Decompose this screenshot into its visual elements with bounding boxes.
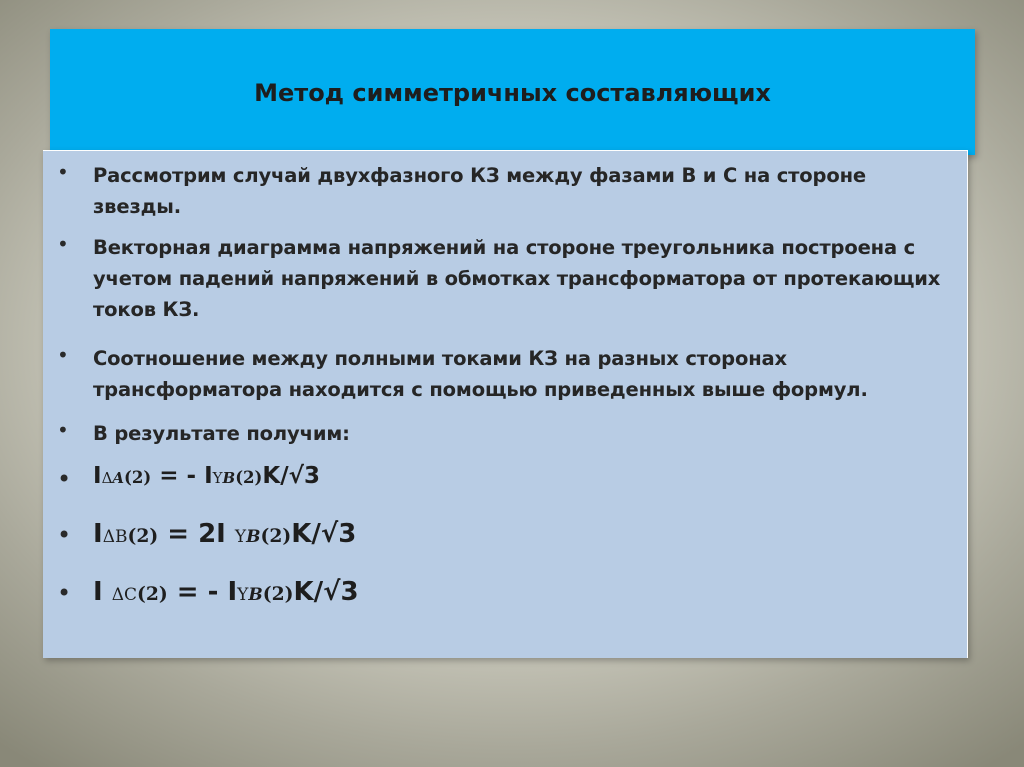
formula-3-lhs-sup: (2): [137, 583, 168, 605]
bullet-icon: •: [57, 521, 72, 549]
bullet-icon: •: [57, 418, 69, 442]
bullet-item-2: [43, 232, 968, 325]
formula-2-operator: = 2I: [158, 519, 235, 549]
formula-3-lhs-delta: Δ: [111, 585, 125, 605]
formula-3: [93, 577, 956, 607]
formula-2-rhs-y: Y: [234, 527, 247, 547]
formula-1-lhs-phase: A: [112, 469, 125, 487]
formula-2-rhs-phase: B: [246, 527, 261, 547]
bullet-icon: •: [57, 343, 69, 367]
formula-2-tail: K/√3: [291, 519, 357, 549]
formula-1-operator: = -: [151, 463, 205, 489]
formula-1-rhs-y: Y: [212, 469, 223, 487]
formula-3-rhs-sup: (2): [262, 583, 294, 605]
bullet-icon: •: [57, 232, 69, 256]
formula-1-tail: K/√3: [262, 463, 320, 489]
formula-3-lhs-current: I: [93, 577, 112, 607]
bullet-text-1: Рассмотрим случай двухфазного КЗ между фазами В и С на стороне звезды.: [93, 164, 866, 218]
bullet-icon: •: [57, 579, 72, 607]
formula-1-lhs-current: I: [93, 463, 102, 489]
bullet-icon: •: [57, 465, 72, 493]
bullet-text-2: Векторная диаграмма напряжений на стороне треугольника построена с учетом падений напряжений в обмотках трансформатора от протекающих токов КЗ.: [93, 236, 941, 321]
formula-2-rhs-sup: (2): [260, 525, 292, 547]
bullet-icon: •: [57, 160, 69, 184]
bullet-text-3: Соотношение между полными токами КЗ на разных сторонах трансформатора находится с помощью приведенных выше формул.: [93, 347, 868, 401]
formula-1-rhs-current: I: [204, 463, 213, 489]
formula-2: [93, 519, 956, 549]
formula-1-lhs-sup: (2): [124, 467, 152, 487]
formula-2-lhs-delta: Δ: [102, 527, 115, 547]
formula-3-lhs-phase: C: [124, 585, 138, 605]
bullet-text-4: В результате получим:: [93, 422, 350, 445]
formula-1-lhs-delta: Δ: [101, 469, 113, 487]
formula-2-lhs-phase: B: [114, 527, 128, 547]
formula-item-1: [43, 463, 968, 493]
formula-3-rhs-y: Y: [237, 585, 249, 605]
formula-1-rhs-phase: B: [222, 469, 236, 487]
formula-1-rhs-sup: (2): [235, 467, 263, 487]
slide-title: Метод симметричных составляющих: [254, 79, 771, 107]
title-bar: [50, 29, 975, 155]
bullet-item-3: [43, 343, 968, 405]
formula-1: [93, 463, 956, 489]
content-box: [43, 150, 968, 658]
formula-3-rhs-current: I: [227, 577, 238, 607]
formula-3-operator: = -: [167, 577, 228, 607]
formula-3-tail: K/√3: [293, 577, 359, 607]
formula-3-rhs-phase: B: [248, 585, 263, 605]
formula-item-2: [43, 519, 968, 549]
formula-2-lhs-current: I: [93, 519, 103, 549]
formula-item-3: [43, 577, 968, 607]
bullet-item-1: [43, 160, 968, 222]
bullet-item-4: [43, 418, 968, 449]
formula-2-lhs-sup: (2): [127, 525, 159, 547]
